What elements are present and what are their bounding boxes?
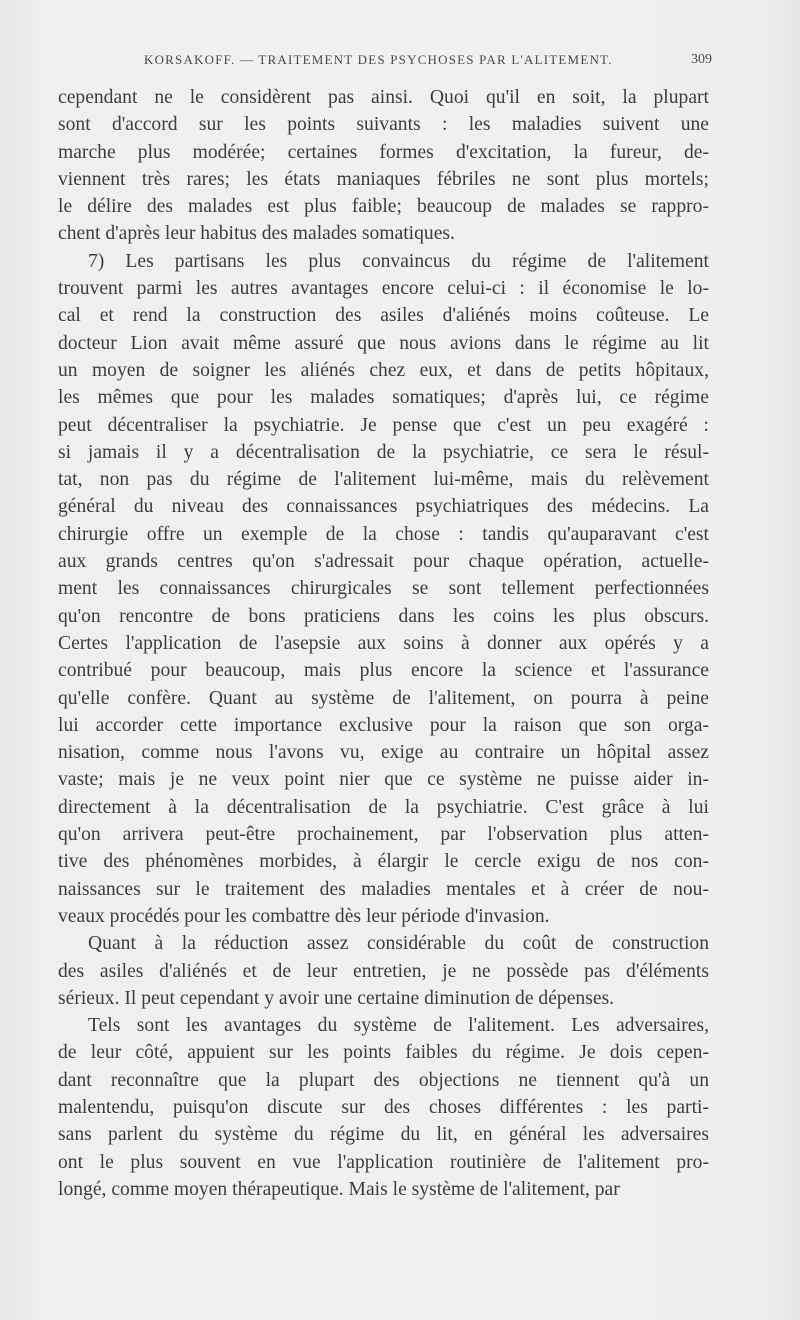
text-line: tat, non pas du régime de l'alitement lui-même, mais du relèvement <box>58 469 709 491</box>
paragraph <box>58 930 709 1012</box>
text-line: cependant ne le considèrent pas ainsi. Quoi qu'il en soit, la plupart <box>58 87 709 108</box>
text-line: naissances sur le traitement des maladies mentales et à créer de nou- <box>58 878 709 900</box>
text-line: contribué pour beaucoup, mais plus encore la science et l'assurance <box>58 660 709 682</box>
text-line: docteur Lion avait même assuré que nous avions dans le régime au lit <box>58 332 709 354</box>
text-line: peut décentraliser la psychiatrie. Je pense que c'est un peu exagéré : <box>58 414 709 436</box>
text-line: malentendu, puisqu'on discute sur des choses différentes : les parti- <box>58 1096 709 1118</box>
text-line: les mêmes que pour les malades somatiques; d'après lui, ce régime <box>58 387 709 409</box>
text-line: un moyen de soigner les aliénés chez eux, et dans de petits hôpitaux, <box>58 359 709 381</box>
text-line: qu'on rencontre de bons praticiens dans les coins les plus obscurs. <box>58 605 709 627</box>
text-line: dant reconnaître que la plupart des objections ne tiennent qu'à un <box>58 1069 709 1091</box>
text-line: sans parlent du système du régime du lit, en général les adversaires <box>58 1124 709 1146</box>
text-line: Certes l'application de l'asepsie aux soins à donner aux opérés y a <box>58 632 709 654</box>
text-line: veaux procédés pour les combattre dès leur période d'invasion. <box>58 905 550 927</box>
body-text <box>58 84 709 1203</box>
text-line: viennent très rares; les états maniaques fébriles ne sont plus mortels; <box>58 168 709 190</box>
text-line: sont d'accord sur les points suivants : les maladies suivent une <box>58 114 709 136</box>
text-line: 7) Les partisans les plus convaincus du régime de l'alitement <box>88 250 709 272</box>
text-line: Tels sont les avantages du système de l'alitement. Les adversaires, <box>88 1015 709 1037</box>
text-line: longé, comme moyen thérapeutique. Mais le système de l'alitement, par <box>58 1178 620 1200</box>
paragraph <box>58 84 709 248</box>
text-line: le délire des malades est plus faible; beaucoup de malades se rappro- <box>58 196 709 218</box>
text-line: aux grands centres qu'on s'adressait pour chaque opération, actuelle- <box>58 551 709 573</box>
text-line: marche plus modérée; certaines formes d'excitation, la fureur, de- <box>58 141 709 163</box>
text-line: des asiles d'aliénés et de leur entretien, je ne possède pas d'éléments <box>58 960 709 982</box>
text-line: cal et rend la construction des asiles d'aliénés moins coûteuse. Le <box>58 305 709 327</box>
text-line: de leur côté, appuient sur les points faibles du régime. Je dois cepen- <box>58 1042 709 1064</box>
text-line: sérieux. Il peut cependant y avoir une certaine diminution de dépenses. <box>58 987 615 1009</box>
text-line: chirurgie offre un exemple de la chose : tandis qu'auparavant c'est <box>58 523 709 545</box>
text-line: qu'on arrivera peut-être prochainement, par l'observation plus atten- <box>58 824 709 846</box>
text-line: ment les connaissances chirurgicales se sont tellement perfectionnées <box>58 578 709 600</box>
text-line: nisation, comme nous l'avons vu, exige au contraire un hôpital assez <box>58 742 709 764</box>
running-header <box>118 52 710 74</box>
text-line: vaste; mais je ne veux point nier que ce système ne puisse aider in- <box>58 769 709 791</box>
text-line: directement à la décentralisation de la psychiatrie. C'est grâce à lui <box>58 796 709 818</box>
running-title: KORSAKOFF. — TRAITEMENT DES PSYCHOSES PAR L'ALITEMENT. <box>144 52 613 67</box>
text-line: général du niveau des connaissances psychiatriques des médecins. La <box>58 496 709 518</box>
text-line: chent d'après leur habitus des malades somatiques. <box>58 223 455 245</box>
text-line: tive des phénomènes morbides, à élargir le cercle exigu de nos con- <box>58 851 709 873</box>
text-line: Quant à la réduction assez considérable du coût de construction <box>88 933 709 955</box>
paragraph <box>58 248 709 930</box>
text-line: lui accorder cette importance exclusive pour la raison que son orga- <box>58 714 709 736</box>
text-line: trouvent parmi les autres avantages encore celui-ci : il économise le lo- <box>58 278 709 300</box>
paragraph <box>58 1012 709 1203</box>
page-number: 309 <box>691 52 712 67</box>
text-line: ont le plus souvent en vue l'application routinière de l'alitement pro- <box>58 1151 709 1173</box>
text-line: qu'elle confère. Quant au système de l'alitement, on pourra à peine <box>58 687 709 709</box>
text-line: si jamais il y a décentralisation de la psychiatrie, ce sera le résul- <box>58 441 709 463</box>
